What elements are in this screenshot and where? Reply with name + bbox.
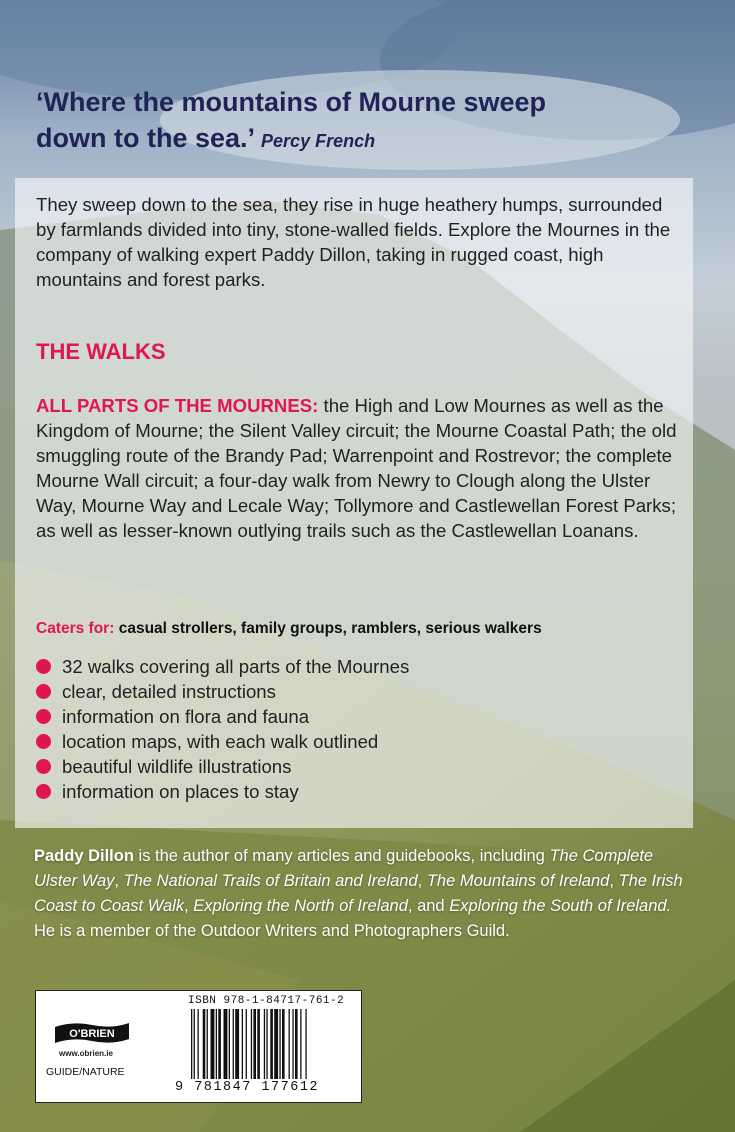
intro-paragraph: They sweep down to the sea, they rise in huge heathery humps, surrounded by farmlands divided into tiny, stone-walled fields. Explore the Mournes in the company of walking expert Paddy Dillon, taking in rugged coast, high mountains and forest parks. (36, 194, 671, 290)
barcode-bar (218, 1009, 221, 1079)
barcode-bar (235, 1009, 239, 1079)
feature-text: information on flora and fauna (62, 706, 310, 727)
barcode-bar (305, 1009, 306, 1079)
logo-text: O'BRIEN (69, 1028, 115, 1040)
bio-text: He is a member of the Outdoor Writers and Photographers Guild. (34, 922, 510, 940)
caters-for-line (36, 620, 542, 638)
quote-line-2 (36, 120, 676, 159)
walks-text: the High and Low Mournes as well as the Kingdom of Mourne; the Silent Valley circuit; the Mourne Coastal Path; the old smuggling route of the Brandy Pad; Warrenpoint and Rostrevor; the complete Mourne Wall circuit; a four-day walk from Newry to Clough along the Ulster Way, Mourne Way and Lecale Way; Tollymore and Castlewellan Forest Parks; as well as lesser-known outlying trails such as the Castlewellan Loanans. (36, 395, 677, 541)
barcode-bar (253, 1009, 256, 1079)
book-title: The Complete Ulster Way (34, 847, 654, 890)
bullet-icon (36, 759, 51, 774)
barcode-digits: 9 781847 177612 (175, 1080, 320, 1095)
barcode-bar (289, 1009, 290, 1079)
list-item (36, 704, 409, 729)
list-item (36, 754, 409, 779)
bullet-icon (36, 684, 51, 699)
quote-attribution: Percy French (261, 131, 376, 151)
feature-text: clear, detailed instructions (62, 681, 276, 702)
caters-lead: Caters for: (36, 620, 115, 637)
barcode-bar (207, 1009, 208, 1079)
barcode-bar (242, 1009, 243, 1079)
barcode-bar (191, 1009, 192, 1079)
barcode-bar (295, 1009, 298, 1079)
barcode-box (35, 990, 362, 1103)
bio-text: and (417, 897, 445, 915)
barcode-bar (264, 1009, 265, 1079)
barcode-bar (300, 1009, 301, 1079)
quote-line-1: ‘Where the mountains of Mourne sweep (36, 87, 547, 117)
barcode-bar (292, 1009, 293, 1079)
list-item (36, 679, 409, 704)
barcode-bar (233, 1009, 234, 1079)
barcode-bar (279, 1009, 280, 1079)
category-label: GUIDE/NATURE (46, 1066, 125, 1078)
bullet-icon (36, 709, 51, 724)
walks-heading: THE WALKS (36, 339, 166, 364)
isbn-label: ISBN 978-1-84717-761-2 (188, 995, 345, 1007)
barcode-bar (282, 1009, 285, 1079)
quote-line-2-text: down to the sea.’ (36, 123, 256, 153)
publisher-url: www.obrien.ie (59, 1049, 113, 1058)
barcode-bar (198, 1009, 199, 1079)
caters-text: casual strollers, family groups, ramblers, serious walkers (118, 620, 542, 637)
barcode-bar (251, 1009, 252, 1079)
barcode-bar (246, 1009, 247, 1079)
walks-lead: ALL PARTS OF THE MOURNES: (36, 395, 319, 416)
book-title: The Irish Coast to Coast Walk (34, 872, 683, 915)
list-item (36, 729, 409, 754)
epigraph-quote (36, 84, 676, 159)
bullet-icon (36, 784, 51, 799)
feature-text: 32 walks covering all parts of the Mournes (62, 656, 410, 677)
book-title: Exploring the South of Ireland. (449, 897, 672, 915)
barcode-bar (211, 1009, 215, 1079)
author-bio: Paddy Dillon is the author of many articles and guidebooks, including The Complete Ulster Way, The National Trails of Britain and Ireland, The Mountains of Ireland, The Irish Coast to Coast Walk, Exploring the North of Ireland, and Exploring the South of Ireland. He is a member of the Outdoor Writers and Photographers Guild. (34, 847, 683, 940)
bio-text: is the author of many articles and guidebooks, including (138, 847, 545, 865)
feature-text: beautiful wildlife illustrations (62, 756, 292, 777)
book-title: The Mountains of Ireland (426, 872, 610, 890)
barcode-bar (266, 1009, 267, 1079)
barcode-bar (229, 1009, 230, 1079)
barcode (191, 1009, 351, 1079)
author-name: Paddy Dillon (34, 847, 134, 865)
barcode-bar (274, 1009, 278, 1079)
barcode-bar (216, 1009, 217, 1079)
feature-text: information on places to stay (62, 781, 299, 802)
list-item (36, 779, 409, 804)
book-title: The National Trails of Britain and Ireland (123, 872, 418, 890)
barcode-bar (257, 1009, 260, 1079)
barcode-bar (224, 1009, 228, 1079)
barcode-bar (194, 1009, 195, 1079)
barcode-bar (270, 1009, 273, 1079)
bullet-icon (36, 734, 51, 749)
list-item (36, 654, 409, 679)
book-title: Exploring the North of Ireland (193, 897, 408, 915)
barcode-bar (203, 1009, 206, 1079)
bullet-icon (36, 659, 51, 674)
walks-paragraph (36, 393, 686, 543)
publisher-logo (53, 1019, 131, 1045)
feature-list (36, 654, 409, 804)
feature-text: location maps, with each walk outlined (62, 731, 379, 752)
